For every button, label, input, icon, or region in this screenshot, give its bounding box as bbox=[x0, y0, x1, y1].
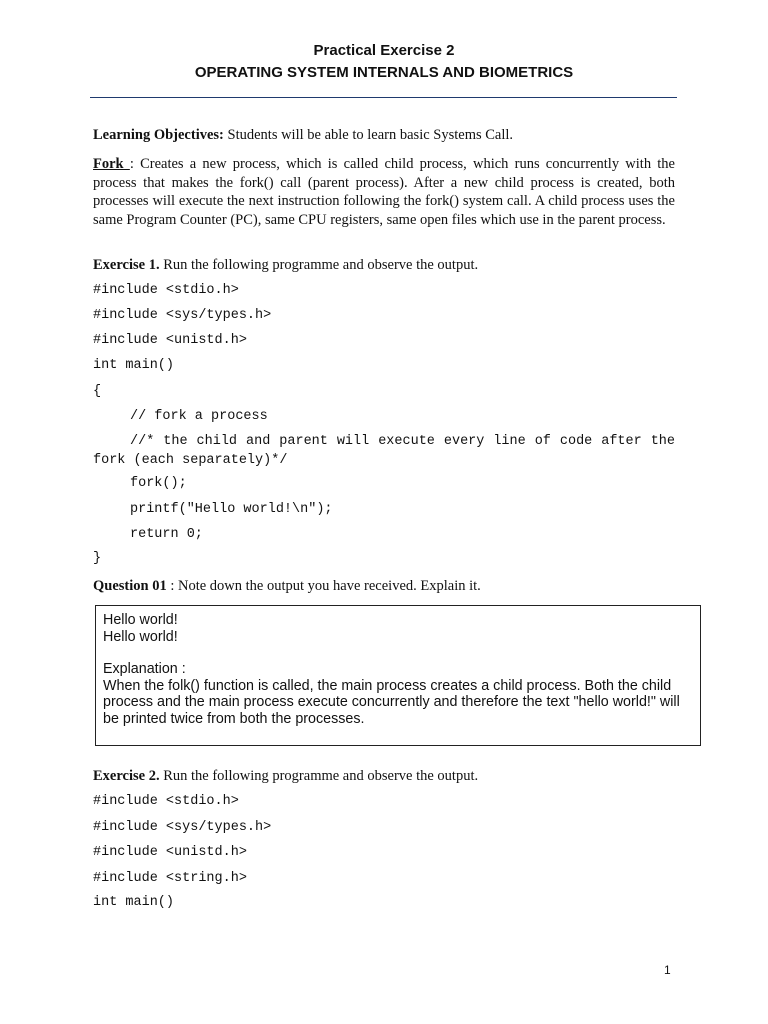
code-line: #include <unistd.h> bbox=[93, 333, 247, 348]
code-line: int main() bbox=[93, 895, 175, 910]
code-line: return 0; bbox=[130, 527, 203, 542]
fork-description bbox=[93, 155, 675, 229]
fork-term: Fork bbox=[93, 156, 130, 172]
answer-box bbox=[95, 605, 701, 746]
explanation-label: Explanation : bbox=[103, 661, 186, 677]
question-1-text: : Note down the output you have received. Explain it. bbox=[166, 578, 481, 594]
question-1-label: Question 01 bbox=[93, 578, 167, 594]
code-line: int main() bbox=[93, 358, 175, 373]
learning-objectives-text: Students will be able to learn basic Systems Call. bbox=[223, 127, 514, 143]
document-title: Practical Exercise 2 bbox=[313, 42, 455, 59]
explanation-text: When the folk() function is called, the main process creates a child process. Both the child process and the main process execute concurrently and therefore the text "hello world!" will be printed twice from both the processes. bbox=[103, 677, 680, 727]
code-line: #include <unistd.h> bbox=[93, 845, 247, 860]
code-line: #include <sys/types.h> bbox=[93, 308, 272, 323]
page-number: 1 bbox=[664, 963, 671, 977]
output-line: Hello world! bbox=[103, 628, 178, 645]
learning-objectives bbox=[93, 126, 675, 145]
exercise-2-heading bbox=[93, 767, 675, 786]
code-line: // fork a process bbox=[130, 409, 268, 424]
learning-objectives-label: Learning Objectives: bbox=[93, 127, 224, 143]
code-comment: //* the child and parent will execute every line of code after the fork (each separately)*/ bbox=[93, 434, 675, 468]
exercise-2-text: Run the following programme and observe the output. bbox=[159, 768, 479, 784]
output-line: Hello world! bbox=[103, 612, 178, 628]
code-line: #include <stdio.h> bbox=[93, 283, 239, 298]
fork-text: : Creates a new process, which is called child process, which runs concurrently with the process that makes the fork() call (parent process). After a new child process is created, both processes will execute the next instruction following the fork() system call. A child process uses the same Program Counter (PC), same CPU registers, same open files which use in the parent process. bbox=[93, 156, 675, 228]
question-1 bbox=[93, 577, 675, 596]
exercise-1-text: Run the following programme and observe the output. bbox=[159, 257, 479, 273]
code-line: { bbox=[93, 384, 102, 399]
code-line: #include <string.h> bbox=[93, 871, 247, 886]
document-subtitle: OPERATING SYSTEM INTERNALS AND BIOMETRICS bbox=[194, 64, 574, 81]
code-line: } bbox=[93, 551, 102, 566]
code-line: #include <sys/types.h> bbox=[93, 820, 272, 835]
code-line-wrapped bbox=[93, 433, 675, 470]
header-divider bbox=[90, 97, 677, 98]
exercise-1-heading bbox=[93, 256, 675, 275]
exercise-1-label: Exercise 1. bbox=[93, 257, 160, 273]
code-line: #include <stdio.h> bbox=[93, 794, 239, 809]
blank-line bbox=[103, 645, 693, 661]
exercise-2-label: Exercise 2. bbox=[93, 768, 160, 784]
code-line: printf("Hello world!\n"); bbox=[130, 502, 333, 517]
code-line: fork(); bbox=[130, 476, 187, 491]
